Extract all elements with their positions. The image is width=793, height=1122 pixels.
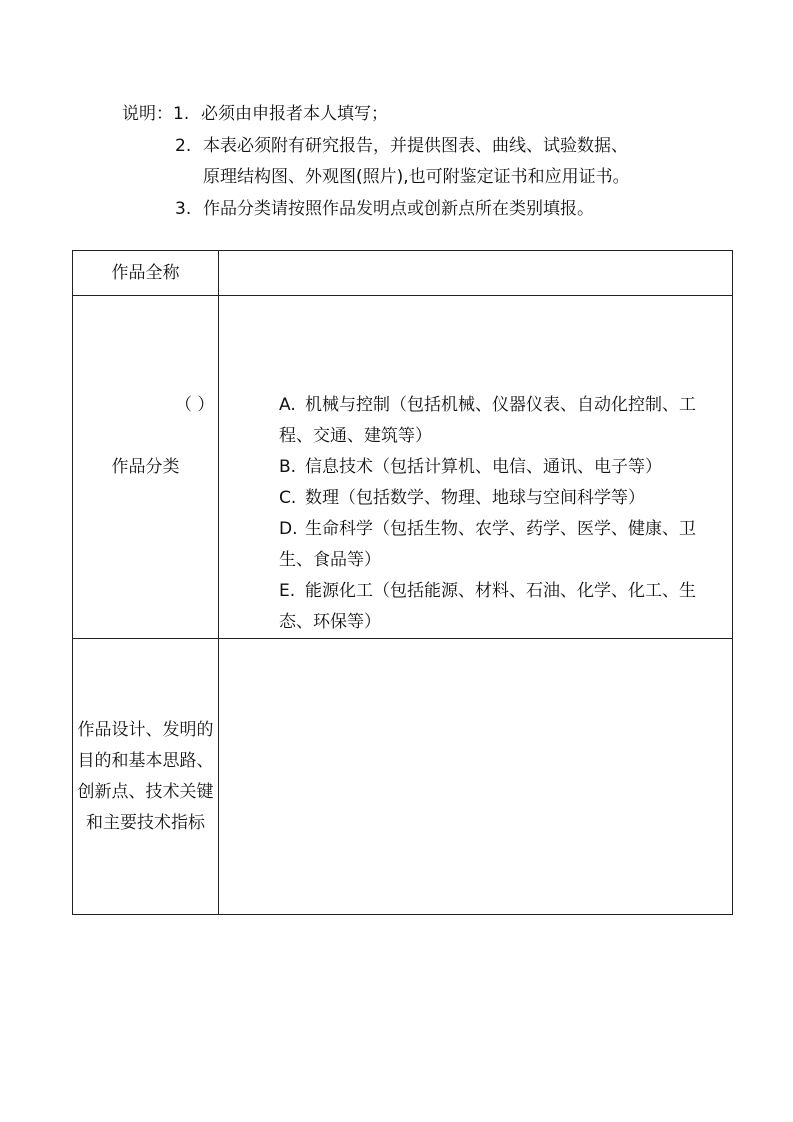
note-line-2-continued (203, 167, 630, 187)
category-letter: B. (279, 457, 297, 477)
category-option-c[interactable] (227, 483, 726, 514)
note-text: 必须由申报者本人填写； (201, 104, 388, 124)
category-option-a[interactable] (175, 390, 726, 452)
work-design-label: 作品设计、发明的目的和基本思路、创新点、技术关键和主要技术指标 (77, 719, 214, 833)
note-line-3 (175, 199, 594, 219)
application-form-table (72, 250, 733, 915)
note-number: 2. (175, 136, 192, 156)
category-text: 信息技术（包括计算机、电信、通讯、电子等） (305, 457, 662, 477)
note-line-2 (175, 136, 628, 156)
category-letter: D. (279, 519, 298, 539)
category-option-d[interactable] (227, 514, 726, 576)
category-letter: A. (279, 395, 296, 415)
work-category-label-cell (73, 296, 219, 639)
row-work-category (73, 296, 733, 639)
note-number: 3. (175, 199, 192, 219)
work-name-field[interactable] (219, 251, 733, 296)
work-category-field (175, 296, 733, 639)
note-line-1 (122, 104, 388, 124)
note-text: 本表必须附有研究报告，并提供图表、曲线、试验数据、 (203, 136, 628, 156)
category-options (175, 296, 732, 638)
category-checkbox[interactable]: （ ） (175, 395, 215, 415)
row-work-name (73, 251, 733, 296)
category-text: 数理（包括数学、物理、地球与空间科学等） (305, 488, 645, 508)
category-letter: C. (279, 488, 297, 508)
work-name-label: 作品全称 (111, 262, 180, 283)
row-work-design (73, 639, 733, 915)
category-letter: E. (279, 581, 296, 601)
note-text: 原理结构图、外观图(照片),也可附鉴定证书和应用证书。 (203, 167, 630, 187)
work-design-label-cell (73, 639, 219, 915)
category-option-e[interactable] (227, 576, 726, 638)
category-text: 能源化工（包括能源、材料、石油、化学、化工、生态、环保等） (279, 581, 696, 632)
category-option-b[interactable] (227, 452, 726, 483)
notes-prefix: 说明： (122, 104, 173, 124)
work-design-field[interactable] (219, 639, 733, 915)
note-text: 作品分类请按照作品发明点或创新点所在类别填报。 (203, 199, 594, 219)
category-text: 机械与控制（包括机械、仪器仪表、自动化控制、工程、交通、建筑等） (279, 395, 696, 446)
category-text: 生命科学（包括生物、农学、药学、医学、健康、卫生、食品等） (279, 519, 696, 570)
note-number: 1. (173, 104, 190, 124)
work-name-label-cell (73, 251, 219, 296)
work-category-label: 作品分类 (111, 456, 180, 477)
